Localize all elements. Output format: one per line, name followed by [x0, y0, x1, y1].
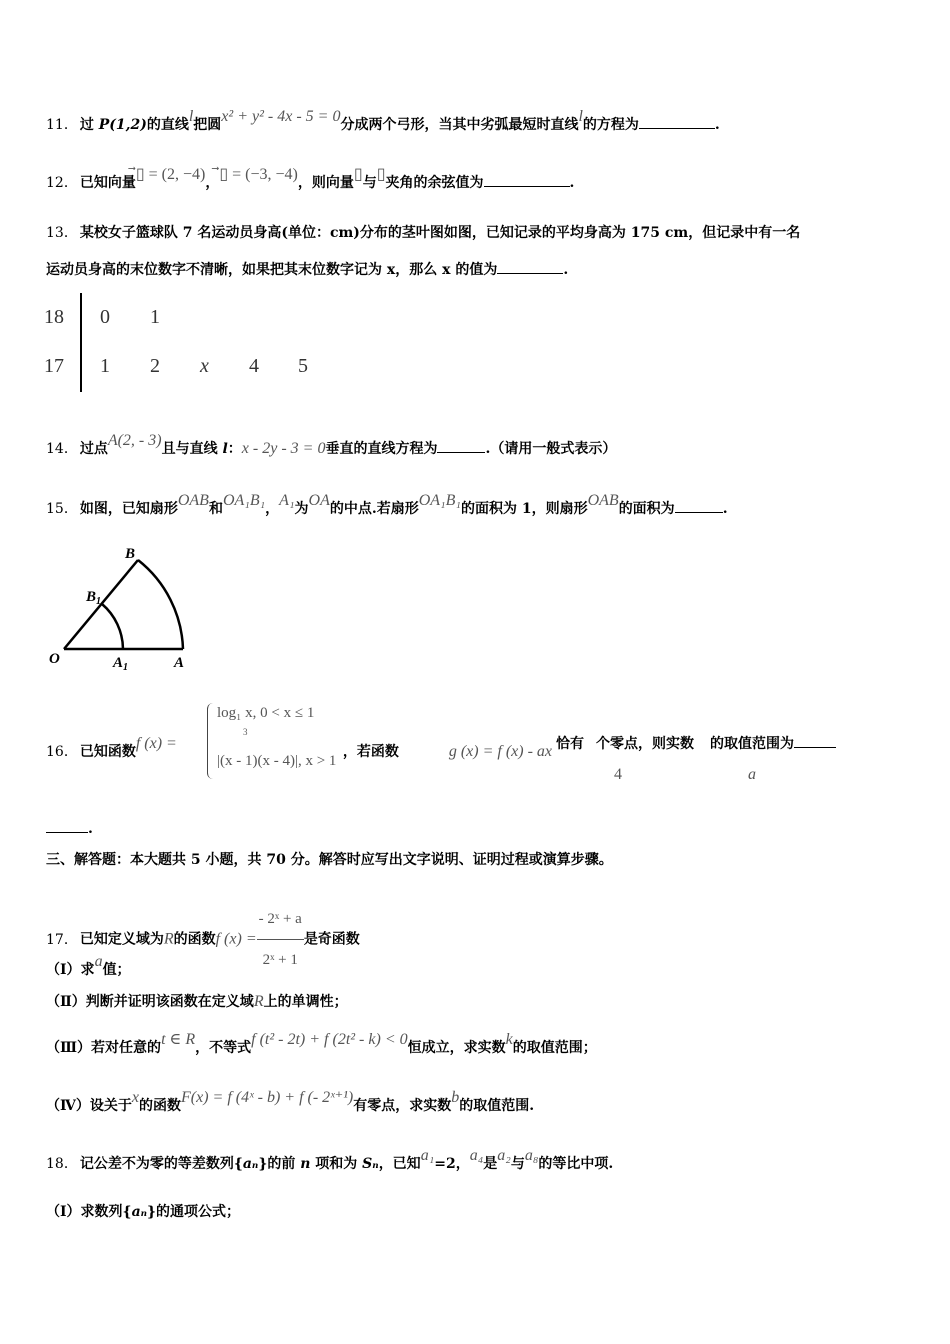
question-17: 17． 已知定义域为R的函数f (x) = $\frac{\text{- 2ˣ + a}}{\text{2ˣ + 1}}$ 是奇函数 — [46, 899, 360, 980]
answer-blank[interactable] — [794, 733, 836, 748]
question-16-continued: . — [46, 817, 93, 841]
question-number: 16． — [46, 744, 78, 760]
question-number: 17． — [46, 931, 78, 948]
question-15: 15． 如图，已知扇形OAB和OA₁B₁，A₁为OA的中点.若扇形OA₁B₁的面积为 1，则扇形OAB的面积为 . — [46, 492, 728, 517]
brace-icon — [207, 703, 216, 779]
answer-blank-continued[interactable] — [46, 818, 88, 833]
label-o: O — [49, 651, 60, 667]
case-2: |(x - 1)(x - 4)|, x > 1 — [217, 753, 337, 769]
leaf: 1 — [150, 306, 160, 328]
circle-equation: x² + y² - 4x - 5 = 0 — [221, 108, 341, 125]
leaf: 5 — [298, 355, 308, 377]
param-a: a — [748, 766, 756, 783]
leaf: 1 — [100, 355, 110, 377]
leaf: 0 — [100, 306, 110, 328]
label-a1: $A_1$ — [113, 655, 129, 673]
label-a: A — [174, 655, 185, 671]
case-1: log₁ x, 0 < x ≤ 1 — [217, 705, 315, 721]
question-11: 11． 过 P(1,2)的直线l把圆x² + y² - 4x - 5 = 0分成两个弓形，当其中劣弧最短时直线l的方程为 . — [46, 108, 720, 133]
question-17-part-1: （Ⅰ）求a值； — [46, 953, 131, 978]
line-equation: x - 2y - 3 = 0 — [241, 440, 326, 457]
question-13-line-2: 运动员身高的末位数字不清晰，如果把其末位数字记为 x，那么 x 的值为 . — [46, 258, 568, 282]
leaf-unknown-x: x — [200, 355, 209, 377]
answer-blank[interactable] — [484, 172, 570, 187]
question-18: 18． 记公差不为零的等差数列{aₙ}的前 n 项和为 Sₙ，已知a₁=2，a₄是a₂与a₈的等比中项. — [46, 1147, 614, 1172]
vector-b: ▯ = (−3, −4) — [219, 166, 298, 183]
label-b: B — [125, 546, 136, 562]
question-17-part-2: （Ⅱ）判断并证明该函数在定义域R上的单调性； — [46, 993, 348, 1010]
question-17-part-3: （Ⅲ）若对任意的t ∈ R，不等式f (t² - 2t) + f (2t² - k) < 0恒成立，求实数k的取值范围； — [46, 1031, 597, 1056]
stem-18: 18 — [44, 306, 64, 328]
question-17-part-4: （Ⅳ）设关于x的函数F(x) = f (4ˣ - b) + f (- 2ˣ⁺¹)有零点，求实数b的取值范围. — [46, 1089, 535, 1114]
answer-blank[interactable] — [497, 259, 563, 274]
question-16: 16． 已知函数f (x) = ，若函数 g (x) = f (x) - ax 恰有 个零点，则实数 的取值范围为 — [46, 740, 836, 764]
function-F: F(x) = f (4ˣ - b) + f (- 2ˣ⁺¹) — [181, 1089, 354, 1106]
point-p: P(1,2) — [98, 117, 147, 133]
piecewise-function: log₁ x, 0 < x ≤ 1 3 |(x - 1)(x - 4)|, x > 1 — [207, 703, 367, 783]
arc-ab — [138, 560, 183, 649]
answer-blank[interactable] — [675, 498, 723, 513]
question-13-line-1: 13． 某校女子篮球队 7 名运动员身高(单位：cm)分布的茎叶图如图，已知记录的平均身高为 175 cm，但记录中有一名 — [46, 225, 801, 241]
question-number: 12． — [46, 175, 78, 191]
number-four: 4 — [614, 766, 622, 783]
question-14: 14． 过点A(2, - 3)且与直线 l：x - 2y - 3 = 0垂直的直线方程为 .（请用一般式表示） — [46, 432, 617, 457]
stem-17: 17 — [44, 355, 64, 377]
vector-b-symbol: ▯ — [376, 166, 386, 183]
question-12: 12． 已知向量▯ = (2, −4)，▯ = (−3, −4)，则向量▯与▯夹角的余弦值为 . — [46, 166, 575, 191]
question-number: 11． — [46, 117, 78, 133]
leaf: 4 — [249, 355, 259, 377]
inequality: f (t² - 2t) + f (2t² - k) < 0 — [251, 1031, 408, 1048]
question-number: 15． — [46, 501, 78, 517]
vector-a: ▯ = (2, −4) — [135, 166, 206, 183]
question-number: 18． — [46, 1156, 78, 1172]
question-18-part-1: （Ⅰ）求数列{aₙ}的通项公式； — [46, 1204, 241, 1220]
stem-divider — [80, 293, 82, 392]
function-f: f (x) = — [135, 735, 177, 752]
vector-a-symbol: ▯ — [353, 166, 363, 183]
question-number: 14． — [46, 441, 78, 457]
function-g: g (x) = f (x) - ax — [448, 743, 553, 760]
line-l: l — [188, 108, 194, 125]
section-3-heading: 三、解答题：本大题共 5 小题，共 70 分。解答时应写出文字说明、证明过程或演算步骤。 — [46, 852, 613, 868]
fraction: $\frac{\text{- 2ˣ + a}}{\text{2ˣ + 1}}$ — [257, 899, 304, 980]
label-b1: $B_1$ — [86, 589, 102, 607]
arc-a1b1 — [102, 604, 123, 649]
question-number: 13． — [46, 225, 78, 241]
answer-blank[interactable] — [437, 438, 485, 453]
leaf: 2 — [150, 355, 160, 377]
point-a: A(2, - 3) — [107, 432, 162, 449]
answer-blank[interactable] — [639, 114, 715, 129]
sector-figure — [44, 542, 204, 674]
